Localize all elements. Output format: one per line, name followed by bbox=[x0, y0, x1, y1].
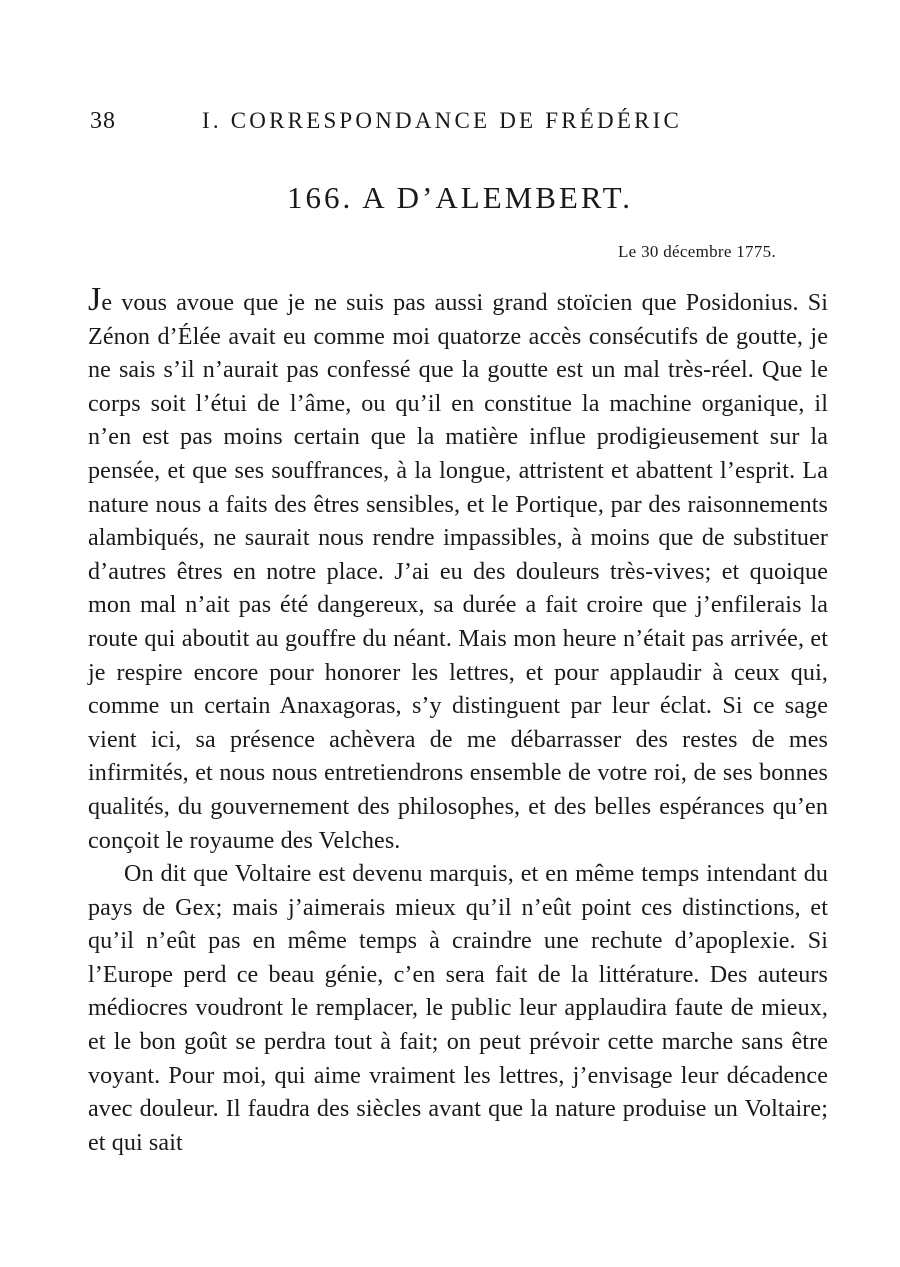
paragraph bbox=[88, 281, 828, 858]
letter-date: Le 30 décembre 1775. bbox=[618, 242, 776, 261]
letter-body bbox=[88, 281, 828, 1160]
paragraph-text: e vous avoue que je ne suis pas aussi grand stoïcien que Posidonius. Si Zénon d’Élée avait eu comme moi quatorze accès consécutifs de goutte, je ne sais s’il n’aurait pas confessé que la goutte est un mal très-réel. Que le corps soit l’étui de l’âme, ou qu’il en constitue la machine organique, il n’en est pas moins certain que la matière influe prodigieusement sur la pensée, et que ses souffrances, à la longue, attristent et abattent l’esprit. La nature nous a faits des êtres sensibles, et le Portique, par des raisonnements alambiqués, ne saurait nous rendre impassibles, à moins que de substituer d’autres êtres en notre place. J’ai eu des douleurs très-vives; et quoique mon mal n’ait pas été dangereux, sa durée a fait croire que j’enfilerais la route qui aboutit au gouffre du néant. Mais mon heure n’était pas arrivée, et je respire encore pour honorer les lettres, et pour applaudir à ceux qui, comme un certain Anaxagoras, s’y distinguent par leur éclat. Si ce sage vient ici, sa présence achèvera de me débarrasser des restes de mes infirmités, et nous nous entretiendrons ensemble de votre roi, de ses bonnes qualités, du gouvernement des philosophes, et des belles espérances qu’en conçoit le royaume des Velches. bbox=[88, 290, 828, 854]
running-head bbox=[90, 108, 830, 148]
paragraph: On dit que Voltaire est devenu marquis, et en même temps intendant du pays de Gex; mais j’aimerais mieux qu’il n’eût point ces distinctions, et qu’il n’eût pas en même temps à craindre une rechute d’apoplexie. Si l’Europe perd ce beau génie, c’en sera fait de la littérature. Des auteurs médiocres voudront le remplacer, le public leur applaudira faute de mieux, et le bon goût se perdra tout à fait; on peut prévoir cette marche sans être voyant. Pour moi, qui aime vraiment les lettres, j’envisage leur décadence avec douleur. Il faudra des siècles avant que la nature produise un Voltaire; et qui sait bbox=[88, 861, 828, 1156]
running-title: I. CORRESPONDANCE DE FRÉDÉRIC bbox=[202, 108, 683, 133]
initial-letter: J bbox=[88, 281, 102, 318]
page-number: 38 bbox=[90, 108, 116, 134]
letter-title: 166. A D’ALEMBERT. bbox=[286, 180, 634, 215]
